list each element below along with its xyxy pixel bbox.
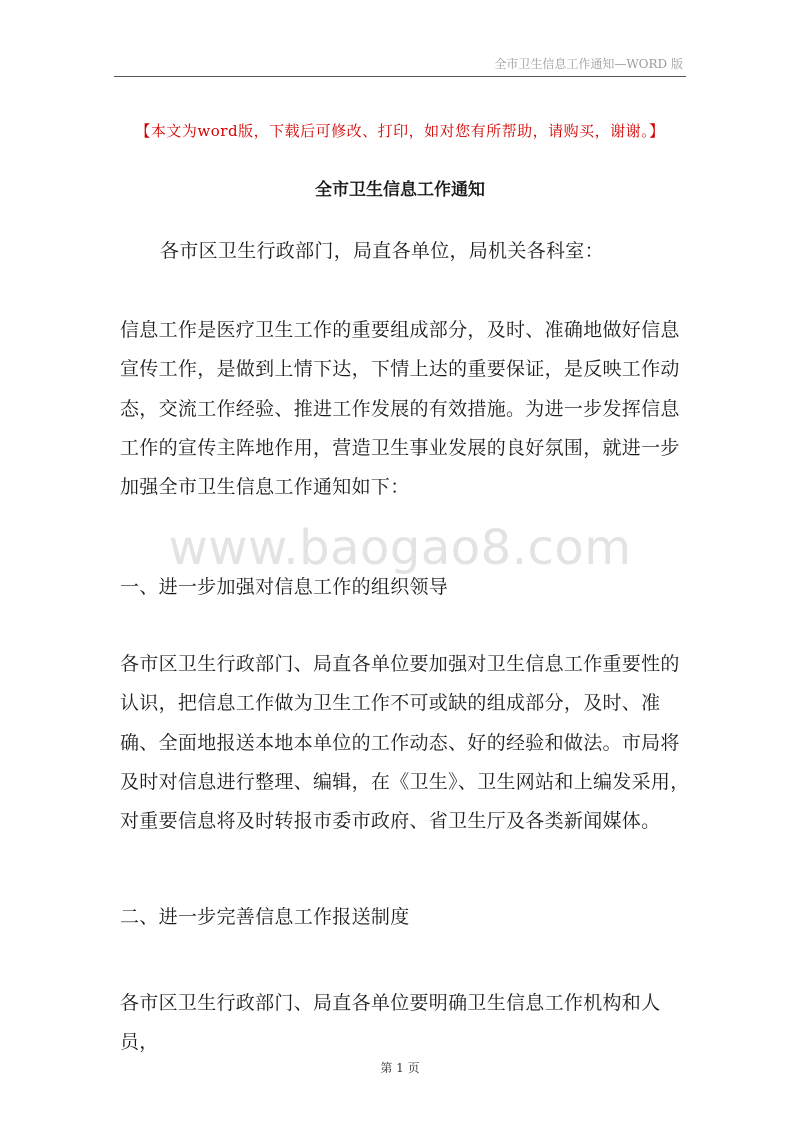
body-paragraph-1: 信息工作是医疗卫生工作的重要组成部分，及时、准确地做好信息宣传工作，是做到上情下达，下情上达的重要保证，是反映工作动态，交流工作经验、推进工作发展的有效措施。为进一步发挥信息工作的宣传主阵地作用，营造卫生事业发展的良好氛围，就进一步加强全市卫生信息工作通知如下：: [120, 319, 680, 499]
purchase-notice: 【本文为word版，下载后可修改、打印，如对您有所帮助，请购买，谢谢。】: [135, 122, 665, 140]
page-number: 第 1 页: [380, 1061, 420, 1075]
running-header: 全市卫生信息工作通知—WORD 版: [494, 57, 683, 71]
section-heading-2: 二、进一步完善信息工作报送制度: [120, 906, 410, 928]
body-paragraph-3: 各市区卫生行政部门、局直各单位要明确卫生信息工作机构和人员，: [120, 992, 661, 1054]
section-heading-1: 一、进一步加强对信息工作的组织领导: [120, 576, 449, 598]
greeting-line: 各市区卫生行政部门，局直各单位，局机关各科室：: [160, 240, 604, 262]
site-watermark: www.baogao8.com: [168, 520, 632, 576]
header-divider: [114, 76, 686, 77]
document-title: 全市卫生信息工作通知: [315, 180, 485, 200]
body-paragraph-2: 各市区卫生行政部门、局直各单位要加强对卫生信息工作重要性的认识，把信息工作做为卫生工作不可或缺的组成部分，及时、准确、全面地报送本地本单位的工作动态、好的经验和做法。市局将及时对信息进行整理、编辑，在《卫生》、卫生网站和上编发采用，对重要信息将及时转报市委市政府、省卫生厅及各类新闻媒体。: [120, 653, 690, 833]
